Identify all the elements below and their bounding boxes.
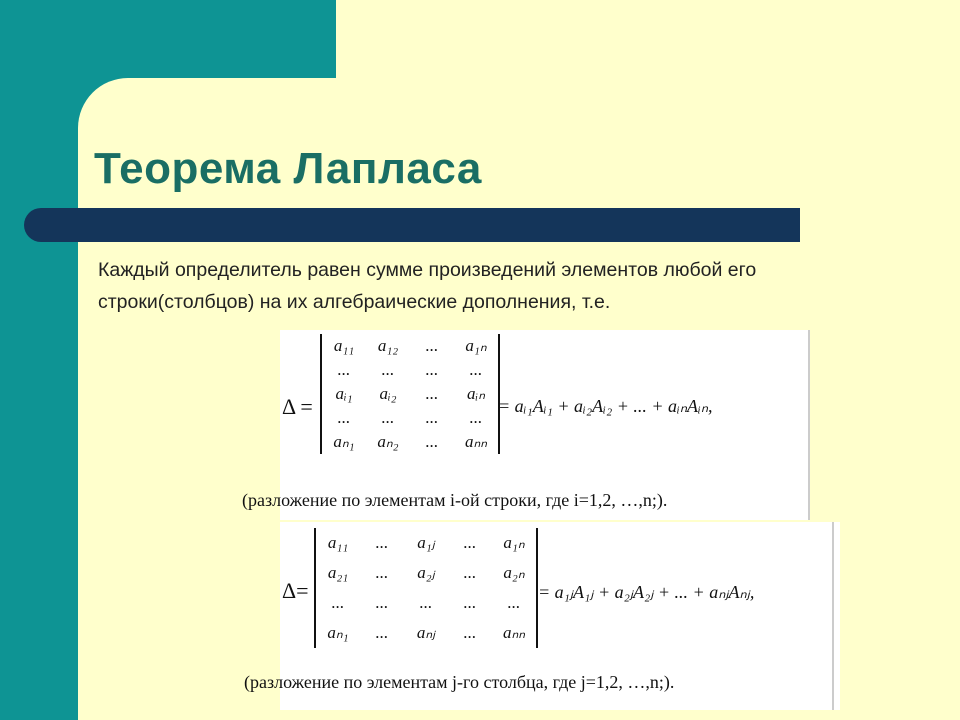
slide-title: Теорема Лапласа (94, 144, 482, 193)
matrix-cell: a₂ⱼ (417, 563, 435, 582)
matrix-cell: ... (507, 593, 521, 612)
determinant-matrix (320, 334, 500, 454)
matrix-cell: ... (425, 360, 439, 379)
matrix-cell: ... (425, 432, 439, 451)
determinant-symbol: Δ = (282, 394, 313, 419)
matrix-cell: ... (375, 533, 389, 552)
matrix-cell: aₙ₁ (333, 432, 355, 451)
matrix-row (322, 334, 498, 358)
matrix-cell: ... (425, 336, 439, 355)
matrix-cell: ... (463, 533, 477, 552)
divider-line (808, 330, 810, 520)
matrix-row (322, 358, 498, 382)
matrix-cell: a₁₁ (327, 533, 349, 552)
matrix-cell: aₙₙ (502, 623, 526, 642)
matrix-cell: ... (337, 408, 351, 427)
matrix-row (316, 528, 536, 558)
matrix-cell: aₙₙ (464, 432, 488, 451)
title-underline-bar (24, 208, 800, 242)
row-expansion-formula (242, 330, 810, 520)
matrix-row (316, 558, 536, 588)
matrix-cell: ... (469, 408, 483, 427)
matrix-cell: ... (381, 408, 395, 427)
matrix-cell: aₙ₁ (327, 623, 349, 642)
matrix-cell: a₁ₙ (465, 336, 487, 355)
matrix-cell: a₁ₙ (503, 533, 525, 552)
divider-line (832, 522, 834, 710)
matrix-cell: ... (419, 593, 433, 612)
matrix-row (322, 406, 498, 430)
matrix-row (322, 430, 498, 454)
matrix-cell: ... (469, 360, 483, 379)
matrix-cell: ... (381, 360, 395, 379)
matrix-cell: aᵢ₁ (335, 384, 353, 403)
matrix-cell: ... (425, 384, 439, 403)
matrix-cell: ... (425, 408, 439, 427)
expansion-note: (разложение по элементам i-ой строки, где i=1,2, …,n;). (242, 490, 668, 510)
matrix-cell: a₁₁ (333, 336, 355, 355)
teal-sidebar-decoration (0, 0, 78, 720)
matrix-cell: a₂ₙ (503, 563, 525, 582)
matrix-cell: aᵢₙ (467, 384, 485, 403)
matrix-cell: ... (337, 360, 351, 379)
matrix-row (322, 382, 498, 406)
matrix-cell: aₙ₂ (377, 432, 399, 451)
column-expansion-formula (244, 522, 840, 710)
matrix-cell: a₁₂ (377, 336, 399, 355)
matrix-row (316, 618, 536, 648)
matrix-cell: aₙⱼ (416, 623, 436, 642)
teal-header-decoration (0, 0, 336, 78)
matrix-cell: ... (463, 563, 477, 582)
theorem-text: Каждый определитель равен сумме произведений элементов любой его строки(столбцов) на их алгебраические дополнения, т.е. (98, 259, 757, 313)
matrix-cell: ... (375, 563, 389, 582)
matrix-row (316, 588, 536, 618)
matrix-cell: ... (375, 593, 389, 612)
matrix-cell: a₁ⱼ (417, 533, 435, 552)
matrix-cell: ... (331, 593, 345, 612)
expansion-note: (разложение по элементам j-го столбца, где j=1,2, …,n;). (244, 672, 675, 692)
matrix-cell: aᵢ₂ (379, 384, 397, 403)
determinant-symbol: Δ= (282, 578, 309, 603)
determinant-matrix (314, 528, 538, 648)
matrix-cell: ... (463, 593, 477, 612)
matrix-cell: a₂₁ (327, 563, 349, 582)
expansion-sum: = aᵢ₁Aᵢ₁ + aᵢ₂Aᵢ₂ + ... + aᵢₙAᵢₙ, (498, 396, 713, 416)
matrix-cell: ... (375, 623, 389, 642)
matrix-cell: ... (463, 623, 477, 642)
expansion-sum: = a₁ⱼA₁ⱼ + a₂ⱼA₂ⱼ + ... + aₙⱼAₙⱼ, (538, 582, 755, 602)
